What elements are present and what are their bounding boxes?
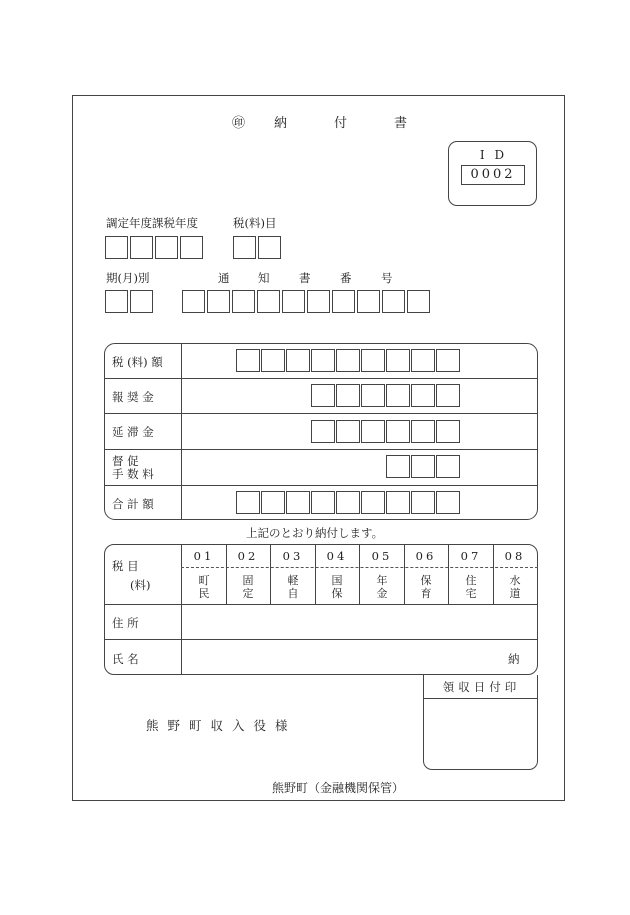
tax-amount-digit[interactable] <box>411 349 435 372</box>
amount-row-line <box>104 413 538 414</box>
tax-kind-bottom: 金 <box>376 587 388 600</box>
title-char-1: 納 <box>274 116 288 131</box>
tax-kind-top: 住 <box>465 574 477 587</box>
tax-code: 06 <box>415 549 437 563</box>
year-label: 調定年度課税年度 <box>106 216 198 230</box>
amount-row-line <box>104 378 538 379</box>
notice-number-char-5: 号 <box>381 271 393 285</box>
tax-kind-top: 軽 <box>287 574 299 587</box>
reward-digit[interactable] <box>311 384 335 407</box>
tax-code: 02 <box>237 549 259 563</box>
year-cell[interactable] <box>155 236 178 259</box>
year-cell[interactable] <box>105 236 128 259</box>
late-fee-digit[interactable] <box>436 420 460 443</box>
total-digit[interactable] <box>336 491 360 514</box>
total-label: 合 計 額 <box>112 497 154 511</box>
tax-amount-digit[interactable] <box>286 349 310 372</box>
tax-kind-top: 国 <box>331 574 343 587</box>
late-fee-label: 延 滞 金 <box>112 425 154 439</box>
tax-kind-top: 固 <box>242 574 254 587</box>
title-char-2: 付 <box>334 116 348 131</box>
tax-item-label: 税(料)目 <box>233 216 277 230</box>
total-digit[interactable] <box>261 491 285 514</box>
tax-kind-bottom: 自 <box>287 587 299 600</box>
tax-kind-bottom: 民 <box>198 587 210 600</box>
total-digit[interactable] <box>286 491 310 514</box>
notice-number-char-4: 番 <box>340 271 352 285</box>
dunning-fee-digit[interactable] <box>436 455 460 478</box>
payment-statement: 上記のとおり納付します。 <box>246 526 384 540</box>
total-digit[interactable] <box>386 491 410 514</box>
id-label: I D <box>479 148 508 162</box>
notice-number-char-1: 通 <box>218 271 230 285</box>
title-char-3: 書 <box>394 116 408 131</box>
receipt-stamp-box <box>423 675 538 770</box>
name-label: 氏 名 <box>112 652 139 666</box>
tax-kind-bottom: 育 <box>420 587 432 600</box>
late-fee-digit[interactable] <box>336 420 360 443</box>
amount-row-line <box>104 449 538 450</box>
notice-number-cell[interactable] <box>332 290 355 313</box>
tax-code: 08 <box>504 549 526 563</box>
reward-label: 報 奨 金 <box>112 390 154 404</box>
keep-note: 熊野町（金融機関保管） <box>272 781 405 795</box>
tax-amount-digit[interactable] <box>436 349 460 372</box>
tax-amount-digit[interactable] <box>236 349 260 372</box>
tax-amount-digit[interactable] <box>311 349 335 372</box>
tax-kind-bottom: 道 <box>509 587 521 600</box>
late-fee-digit[interactable] <box>386 420 410 443</box>
receipt-stamp-label: 領収日付印 <box>442 680 521 694</box>
amount-table-divider <box>181 343 182 520</box>
tax-code: 05 <box>371 549 393 563</box>
period-cell[interactable] <box>130 290 153 313</box>
notice-number-cell[interactable] <box>182 290 205 313</box>
total-digit[interactable] <box>361 491 385 514</box>
tax-kind-top: 保 <box>420 574 432 587</box>
tax-kind-bottom: 定 <box>242 587 254 600</box>
tax-kind-top: 水 <box>509 574 521 587</box>
id-value: 0002 <box>461 165 525 185</box>
tax-code: 01 <box>193 549 215 563</box>
tax-amount-digit[interactable] <box>361 349 385 372</box>
reward-digit[interactable] <box>386 384 410 407</box>
notice-number-cell[interactable] <box>357 290 380 313</box>
name-suffix: 納 <box>508 652 520 666</box>
notice-number-cell[interactable] <box>257 290 280 313</box>
seal-mark: ㊞ <box>232 116 246 131</box>
tax-amount-label: 税 (料) 額 <box>112 355 163 369</box>
tax-kind-bottom: 宅 <box>465 587 477 600</box>
tax-amount-digit[interactable] <box>386 349 410 372</box>
total-digit[interactable] <box>411 491 435 514</box>
total-digit[interactable] <box>311 491 335 514</box>
id-box <box>448 141 537 206</box>
tax-type-label-bottom: (料) <box>130 578 151 592</box>
dunning-fee-label-bottom: 手 数 料 <box>112 467 154 481</box>
tax-kind-bottom: 保 <box>331 587 343 600</box>
reward-digit[interactable] <box>436 384 460 407</box>
notice-number-cell[interactable] <box>407 290 430 313</box>
detail-row-line <box>104 604 538 605</box>
reward-digit[interactable] <box>411 384 435 407</box>
notice-number-cell[interactable] <box>382 290 405 313</box>
reward-digit[interactable] <box>361 384 385 407</box>
detail-table <box>104 544 538 675</box>
notice-number-char-2: 知 <box>258 271 270 285</box>
stamp-header-line <box>424 698 537 699</box>
notice-number-char-3: 書 <box>299 271 311 285</box>
notice-number-cell[interactable] <box>207 290 230 313</box>
year-cell[interactable] <box>130 236 153 259</box>
period-label: 期(月)別 <box>106 271 150 285</box>
recipient-line: 熊野町収入役様 <box>146 718 297 733</box>
late-fee-digit[interactable] <box>361 420 385 443</box>
detail-table-divider <box>181 544 182 675</box>
tax-kind-top: 年 <box>376 574 388 587</box>
late-fee-digit[interactable] <box>411 420 435 443</box>
period-cell[interactable] <box>105 290 128 313</box>
notice-number-cell[interactable] <box>282 290 305 313</box>
notice-number-cell[interactable] <box>232 290 255 313</box>
detail-row-line <box>104 639 538 640</box>
tax-kind-top: 町 <box>198 574 210 587</box>
total-digit[interactable] <box>436 491 460 514</box>
dunning-fee-digit[interactable] <box>411 455 435 478</box>
tax-amount-digit[interactable] <box>336 349 360 372</box>
tax-item-cell[interactable] <box>233 236 256 259</box>
address-label: 住 所 <box>112 616 139 630</box>
dunning-fee-digit[interactable] <box>386 455 410 478</box>
tax-code: 04 <box>326 549 348 563</box>
amount-row-line <box>104 485 538 486</box>
notice-number-cell[interactable] <box>307 290 330 313</box>
tax-amount-digit[interactable] <box>261 349 285 372</box>
total-digit[interactable] <box>236 491 260 514</box>
tax-item-cell[interactable] <box>258 236 281 259</box>
dunning-fee-label-top: 督 促 <box>112 454 139 468</box>
reward-digit[interactable] <box>336 384 360 407</box>
tax-code: 07 <box>460 549 482 563</box>
late-fee-digit[interactable] <box>311 420 335 443</box>
tax-type-label-top: 税 目 <box>112 559 139 573</box>
year-cell[interactable] <box>180 236 203 259</box>
tax-code: 03 <box>282 549 304 563</box>
